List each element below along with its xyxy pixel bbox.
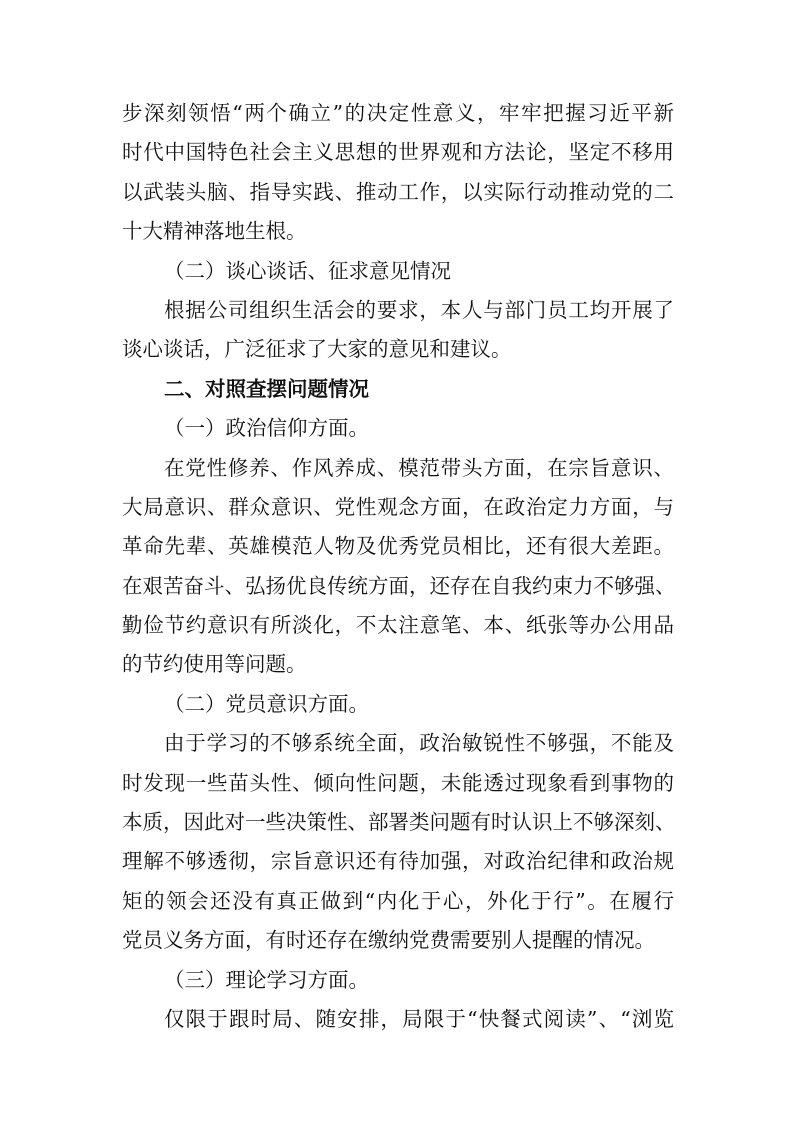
body-line: 矩的领会还没有真正做到“内化于心，外化于行”。在履行 [122, 888, 674, 913]
section-heading-problems: 二、对照查摆问题情况 [164, 376, 369, 401]
body-line-continuation: 步深刻领悟“两个确立”的决定性意义，牢牢把握习近平新 [122, 101, 674, 125]
body-line: 谈心谈话，广泛征求了大家的意见和建议。 [122, 337, 512, 362]
body-line: 革命先辈、英雄模范人物及优秀党员相比，还有很大差距。 [122, 534, 674, 559]
section-subheading-political-belief: （一）政治信仰方面。 [164, 416, 369, 441]
body-line: 以武装头脑、指导实践、推动工作，以实际行动推动党的二 [122, 179, 674, 204]
paragraph-line: 仅限于跟时局、随安排，局限于“快餐式阅读”、“浏览 [164, 1006, 674, 1031]
section-subheading-party-awareness: （二）党员意识方面。 [164, 691, 369, 716]
paragraph-line: 在党性修养、作风养成、模范带头方面，在宗旨意识、 [164, 455, 674, 480]
body-line: 大局意识、群众意识、党性观念方面，在政治定力方面，与 [122, 494, 674, 519]
section-subheading-theory-study: （三）理论学习方面。 [164, 967, 369, 992]
body-line: 十大精神落地生根。 [122, 219, 307, 244]
body-line: 党员义务方面，有时还存在缴纳党费需要别人提醒的情况。 [122, 928, 655, 953]
section-subheading-talks: （二）谈心谈话、征求意见情况 [164, 258, 451, 283]
paragraph-line: 根据公司组织生活会的要求，本人与部门员工均开展了 [164, 297, 674, 322]
body-line: 勤俭节约意识有所淡化，不太注意笔、本、纸张等办公用品 [122, 613, 674, 638]
body-line: 本质，因此对一些决策性、部署类问题有时认识上不够深刻、 [122, 810, 676, 835]
body-line: 在艰苦奋斗、弘扬优良传统方面，还存在自我约束力不够强、 [122, 573, 676, 598]
paragraph-line: 由于学习的不够系统全面，政治敏锐性不够强，不能及 [164, 731, 674, 756]
body-line: 理解不够透彻，宗旨意识还有待加强，对政治纪律和政治规 [122, 849, 674, 874]
body-line: 的节约使用等问题。 [122, 652, 307, 677]
body-line: 时代中国特色社会主义思想的世界观和方法论，坚定不移用 [122, 140, 674, 165]
body-line: 时发现一些苗头性、倾向性问题，未能透过现象看到事物的 [122, 770, 674, 795]
document-body [122, 94, 674, 1039]
